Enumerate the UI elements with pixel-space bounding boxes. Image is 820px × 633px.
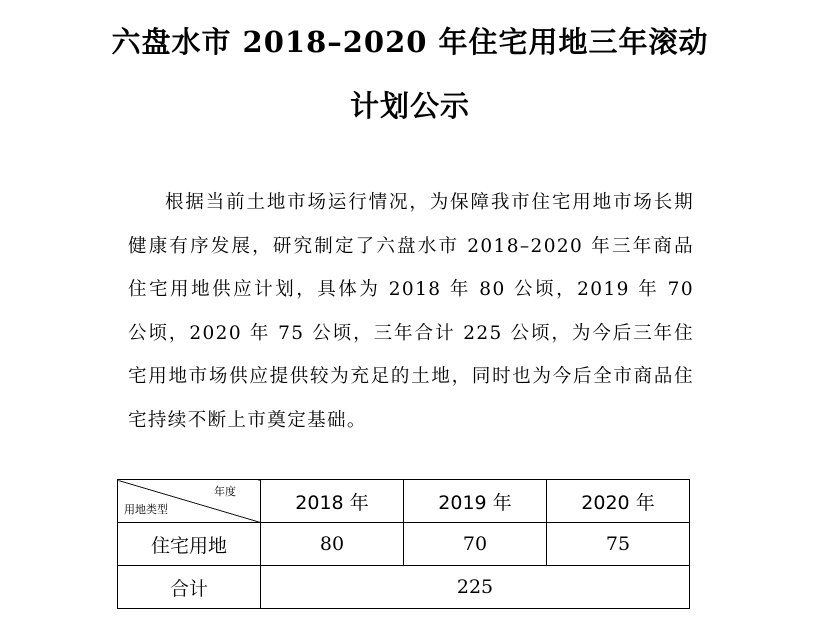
table-header-row [118,480,690,523]
table-total-row [118,566,690,609]
cell-2018-value: 80 [261,523,404,566]
column-header-2020: 2020 年 [547,480,690,523]
body-paragraph: 根据当前土地市场运行情况，为保障我市住宅用地市场长期健康有序发展，研究制定了六盘水市 2018–2020 年三年商品住宅用地供应计划，具体为 2018 年 80 公顷，2019 年 70 公顷，2020 年 75 公顷，三年合计 225 公顷，为今后三年住宅用地市场供应提供较为充足的土地，同时也为今后全市商品住宅持续不断上市奠定基础。 [128,192,694,431]
total-value: 225 [261,566,690,609]
row-label-total: 合计 [118,566,261,609]
document-title-line2: 计划公示 [349,89,470,123]
cell-2020-value: 75 [547,523,690,566]
header-type-label: 用地类型 [124,503,168,516]
document-title-line1: 六盘水市 2018–2020 年住宅用地三年滚动 [111,25,709,59]
row-label-residential: 住宅用地 [118,523,261,566]
diagonal-header-cell [118,480,261,523]
land-supply-table [117,479,690,609]
column-header-2018: 2018 年 [261,480,404,523]
cell-2019-value: 70 [404,523,547,566]
header-year-label: 年度 [214,485,236,498]
table-row [118,523,690,566]
column-header-2019: 2019 年 [404,480,547,523]
